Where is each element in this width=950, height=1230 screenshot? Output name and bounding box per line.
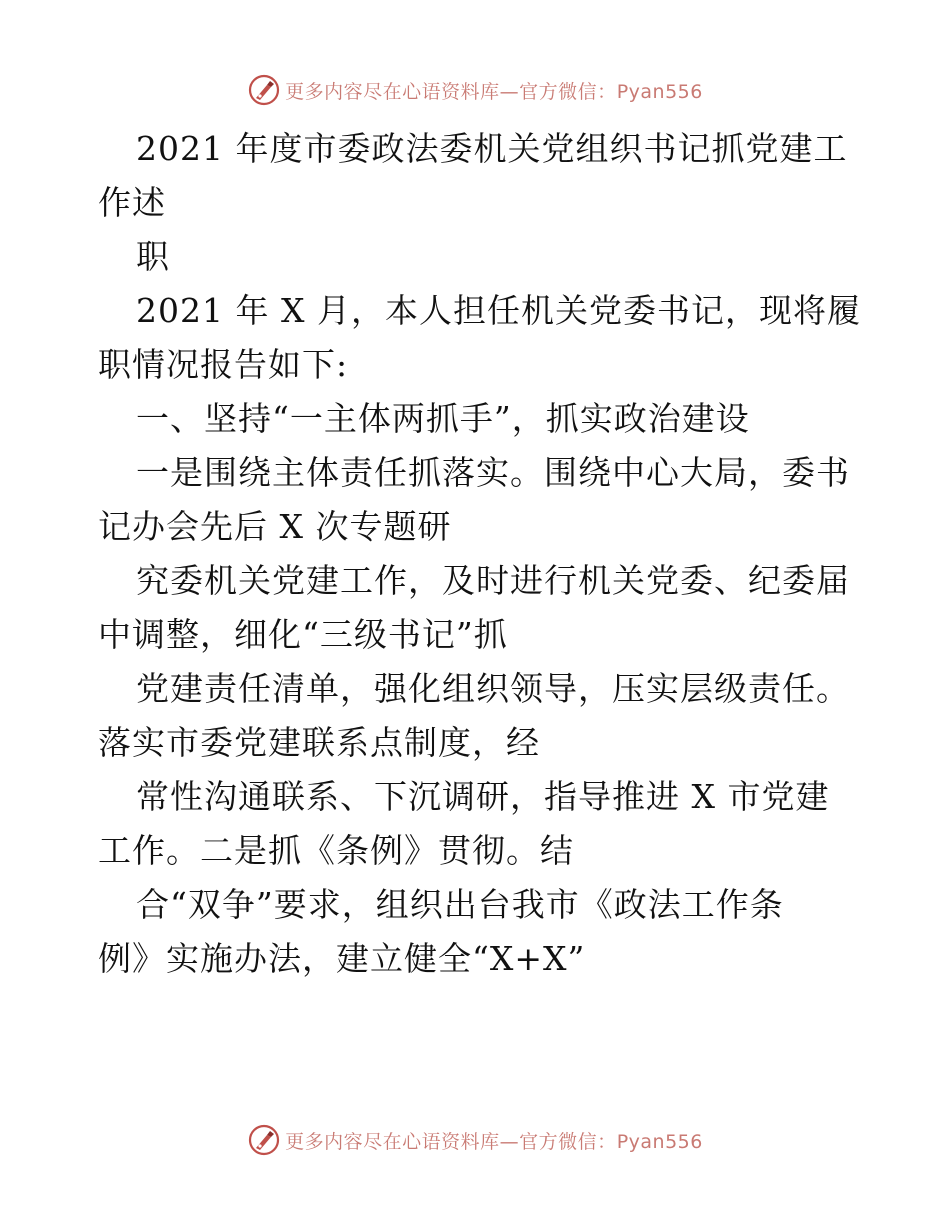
footer-watermark xyxy=(0,1120,950,1160)
document-line: 常性沟通联系、下沉调研，指导推进 X 市党建 xyxy=(136,777,830,816)
document-line: 记办会先后 X 次专题研 xyxy=(98,507,452,546)
document-line: 中调整，细化“三级书记”抓 xyxy=(98,615,508,654)
watermark-text: 更多内容尽在心语资料库—官方微信：Pyan556 xyxy=(285,1130,703,1153)
document-line: 职 xyxy=(136,237,170,276)
document-line: 落实市委党建联系点制度，经 xyxy=(98,723,540,762)
document-body xyxy=(98,122,861,986)
document-line: 职情况报告如下: xyxy=(98,345,349,384)
document-line: 党建责任清单，强化组织领导，压实层级责任。 xyxy=(136,669,850,708)
document-line: 工作。二是抓《条例》贯彻。结 xyxy=(98,831,574,870)
document-line: 一是围绕主体责任抓落实。围绕中心大局，委书 xyxy=(136,453,850,492)
pen-nib-logo-icon xyxy=(247,1123,281,1157)
document-line: 作述 xyxy=(98,183,166,222)
document-line: 2021 年度市委政法委机关党组织书记抓党建工 xyxy=(136,129,848,168)
pen-nib-logo-icon xyxy=(247,73,281,107)
watermark-text: 更多内容尽在心语资料库—官方微信：Pyan556 xyxy=(285,80,703,103)
header-watermark xyxy=(0,70,950,110)
document-line: 例》实施办法，建立健全“X+X” xyxy=(98,939,586,978)
document-line: 2021 年 X 月，本人担任机关党委书记，现将履 xyxy=(136,291,861,330)
document-line: 究委机关党建工作，及时进行机关党委、纪委届 xyxy=(136,561,850,600)
document-line: 一、坚持“一主体两抓手”，抓实政治建设 xyxy=(136,399,750,438)
document-line: 合“双争”要求，组织出台我市《政法工作条 xyxy=(136,885,784,924)
